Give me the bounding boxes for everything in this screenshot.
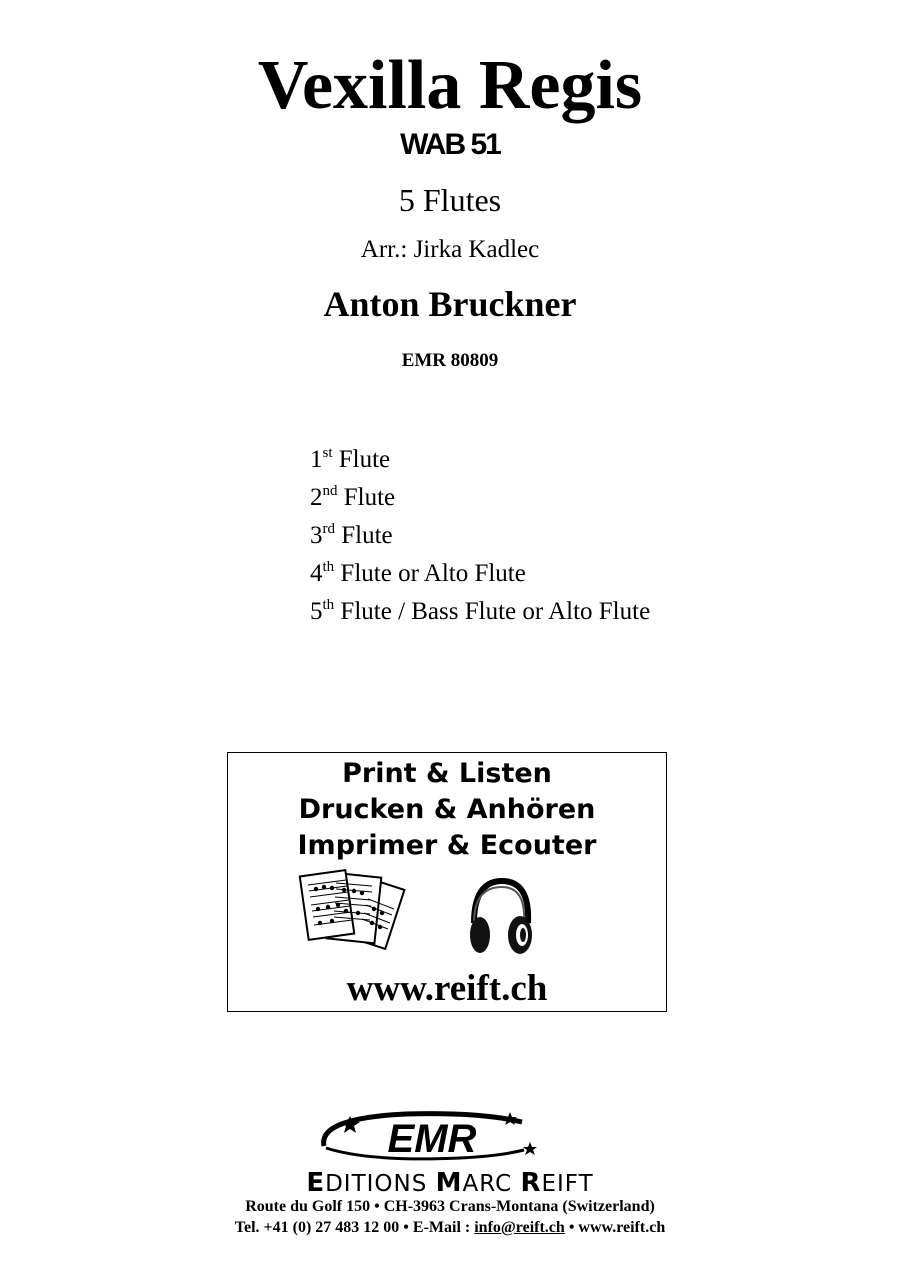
logo-text: EMR [387,1117,477,1161]
parts-list [310,442,650,632]
email-link[interactable]: info@reift.ch [474,1219,565,1236]
emr-logo-emblem [310,1108,550,1164]
list-item: 5th Flute / Bass Flute or Alto Flute [310,597,651,625]
promo-line-french: Imprimer & Ecouter [297,830,597,861]
promo-url[interactable]: www.reift.ch [346,968,548,1009]
edition-number: EMR 80809 [401,350,499,371]
list-item: 4th Flute or Alto Flute [310,559,526,587]
composer: Anton Bruckner [323,284,577,324]
publisher-address: Route du Golf 150 • CH-3963 Crans-Montana (Switzerland) [245,1198,655,1215]
headphones-icon [464,873,536,959]
promo-line-german: Drucken & Anhören [298,794,596,825]
instrumentation: 5 Flutes [398,182,502,218]
sheet-music-icon [298,869,414,959]
list-item: 1st Flute [310,445,391,473]
list-item: 3rd Flute [310,521,393,549]
catalog-work-number: WAB 51 [400,128,500,161]
publisher-name: EDITIONS MARC REIFT [306,1168,594,1198]
arranger: Arr.: Jirka Kadlec [360,236,540,263]
promo-line-english: Print & Listen [342,758,552,789]
page-title: Vexilla Regis [257,47,643,124]
print-listen-box [227,752,667,1012]
publisher-contact: Tel. +41 (0) 27 483 12 00 • E-Mail : info@reift.ch • www.reift.ch [234,1219,666,1236]
list-item: 2nd Flute [310,483,396,511]
